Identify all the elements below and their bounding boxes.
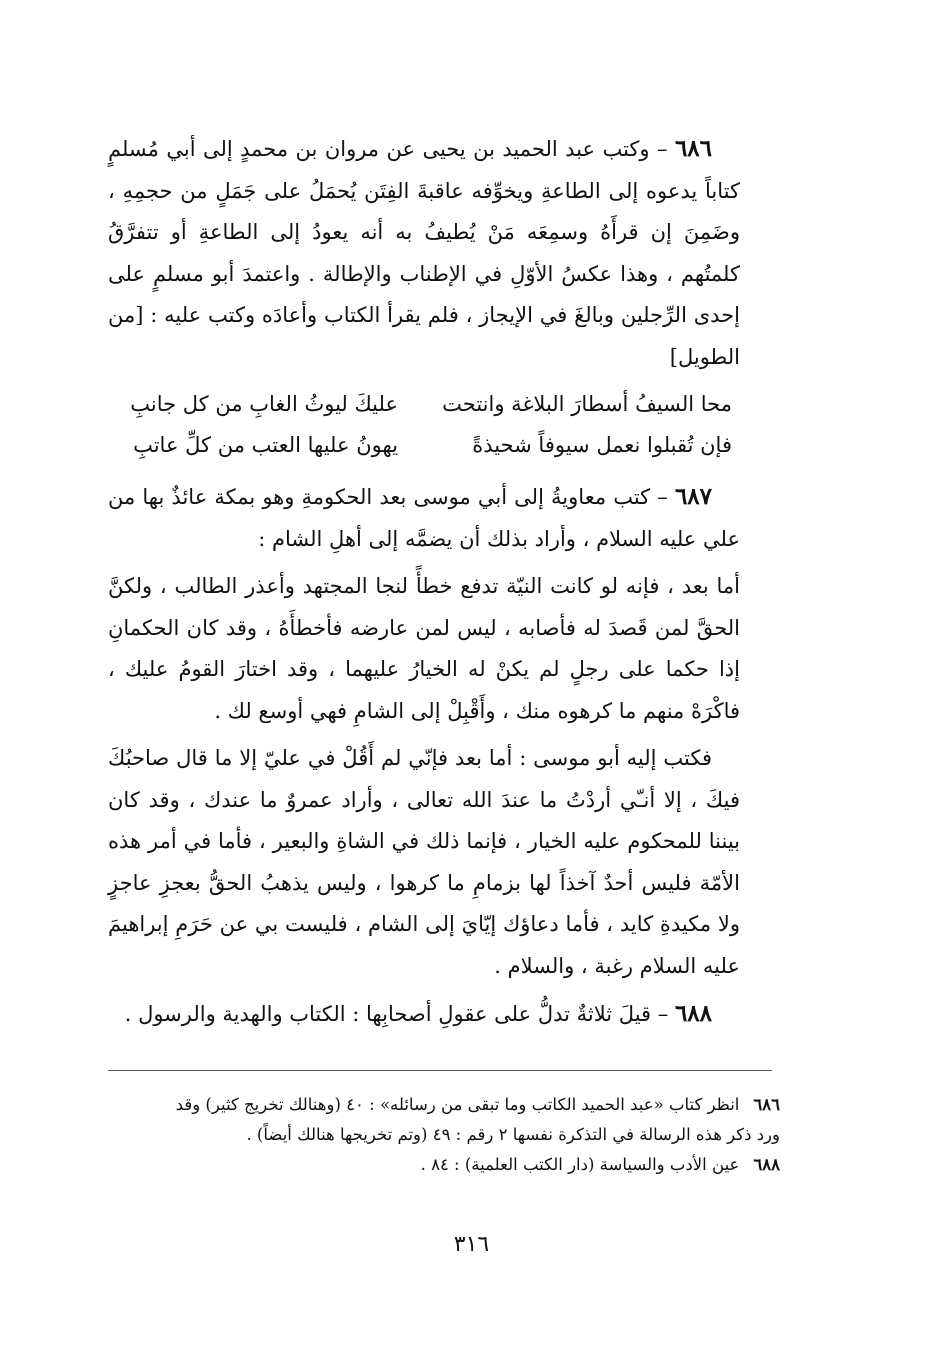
footnote-number: ٦٨٨ [753, 1155, 780, 1174]
main-text [108, 128, 740, 1042]
entry-text: – قيلَ ثلاثةٌ تدلُّ على عقولِ أصحابِها : الكتاب والهدية والرسول . [124, 1002, 669, 1026]
poem [108, 384, 740, 466]
letter-paragraph: فكتب إليه أبو موسى : أما بعد فإنّي لم أَقُلْ في عليّ إلا ما قال صاحبُكَ فيكَ ، إلا أنـّي أردْتُ ما عندَ الله تعالى ، وأراد عمروٌ ما عندك ، وقد كان بيننا للمحكوم عليه الخيار ، فإنما ذلك في الشاةِ والبعير ، فأما في أمر هذه الأمّة فليس أحدٌ آخذاً لها بزمامِ ما كرهوا ، وليس يذهبُ الحقُّ بعجزِ عاجزٍ ولا مكيدةِ كايد ، فأما دعاؤك إيّايَ إلى الشام ، فليست بي عن حَرَمِ إبراهيمَ عليه السلام رغبة ، والسلام . [108, 746, 740, 978]
page-number: ٣١٦ [453, 1232, 490, 1257]
footnote [148, 1090, 780, 1150]
entry-number: ٦٨٨ [674, 1000, 712, 1027]
footnote [148, 1150, 780, 1180]
footnote-text: انظر كتاب «عبد الحميد الكاتب وما تبقى من رسائله» : ٤٠ (وهنالك تخريج كثير) وقد ورد ذكر هذه الرسالة في التذكرة نفسها ٢ رقم : ٤٩ (وتم تخريجها هنالك أيضاً) . [175, 1095, 780, 1144]
entry-687 [108, 476, 740, 560]
entry-text: – كتب معاويةُ إلى أبي موسى بعد الحكومةِ وهو بمكة عائذٌ بها من علي عليه السلام ، وأراد بذلك أن يضمَّه إلى أهلِ الشام : [108, 485, 740, 551]
verse-first-hemistich: محا السيفُ أسطارَ البلاغة وانتحت [442, 392, 732, 416]
verse-second-hemistich: يهونُ عليها العتب من كلِّ عاتبِ [133, 433, 398, 457]
poem-verse [108, 384, 740, 425]
entry-text: – وكتب عبد الحميد بن يحيى عن مروان بن محمدٍ إلى أبي مُسلمٍ كتاباً يدعوه إلى الطاعةِ ويخوِّفه عاقبةَ الفِتَن يُحمَلُ على جَمَلٍ من حجمِهِ ، وضَمِنَ إن قرأَهُ وسمِعَه مَنْ يُطيفُ به أنه يعودُ إلى الطاعةِ أو تتفرَّقُ كلمتُهم ، وهذا عكسُ الأوّلِ في الإطناب والإطالة . واعتمدَ أبو مسلمٍ على إحدى الرِّجلين وبالغَ في الإيجاز ، فلم يقرأ الكتاب وأعادَه وكتب عليه : [من الطويل] [108, 137, 740, 369]
footnote-separator [108, 1070, 772, 1071]
footnotes [148, 1090, 780, 1180]
entry-number: ٦٨٧ [674, 483, 712, 510]
entry-number: ٦٨٦ [674, 135, 713, 162]
poem-verse [108, 425, 740, 466]
footnote-number: ٦٨٦ [753, 1095, 780, 1114]
verse-first-hemistich: فإن تُقبلوا نعمل سيوفاً شحيذةً [472, 433, 732, 457]
verse-second-hemistich: عليكَ ليوثُ الغابِ من كل جانبِ [130, 392, 398, 416]
entry-688 [108, 993, 740, 1036]
letter-paragraph: أما بعد ، فإنه لو كانت النيّة تدفع خطأً لنجا المجتهد وأعذر الطالب ، ولكنَّ الحقَّ لمن قَصدَ له فأصابه ، ليس لمن عارضه فأخطأَهُ ، وقد كان الحكمانِ إذا حكما على رجلٍ لم يكنْ له الخيارُ عليهما ، وقد اختارَ القومُ عليك ، فاكْرَهْ منهم ما كرهوه منك ، وأَقْبِلْ إلى الشامِ فهي أوسع لك . [108, 574, 740, 723]
entry-686 [108, 128, 740, 378]
footnote-text: عين الأدب والسياسة (دار الكتب العلمية) : ٨٤ . [420, 1155, 740, 1174]
